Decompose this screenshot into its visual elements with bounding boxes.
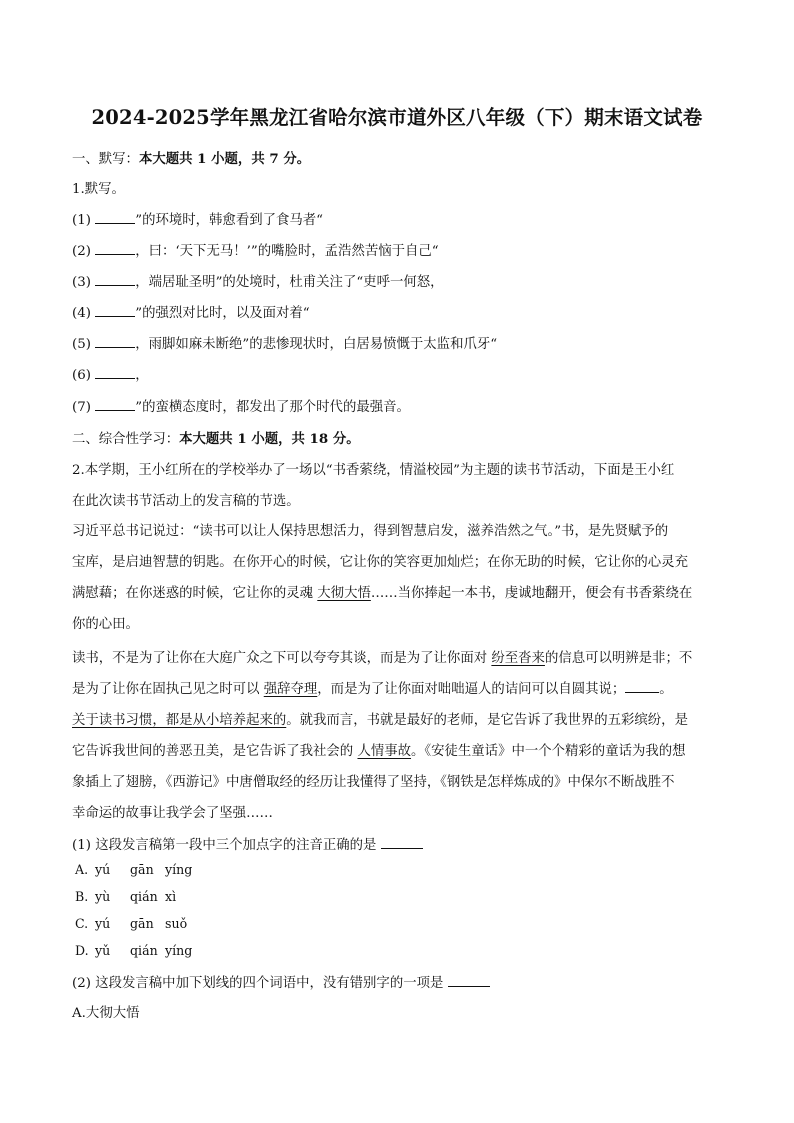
option-b[interactable] <box>75 889 176 904</box>
passage-line <box>72 613 139 632</box>
pinyin-value: gān <box>130 916 154 931</box>
passage-text: 的信息可以明辨是非；不 <box>544 651 693 666</box>
passage-line <box>72 551 688 570</box>
option-c[interactable] <box>75 916 187 931</box>
item-text: ，雨脚如麻未断绝”的悲惨现状时，白居易愤慨于太监和爪牙“ <box>135 337 498 352</box>
passage-text: 你的心田。 <box>72 617 139 632</box>
option-a[interactable] <box>75 862 192 877</box>
passage-line <box>72 647 692 666</box>
sub-question-1-stem: (1) 这段发言稿第一段中三个加点字的注音正确的是 <box>72 834 423 853</box>
item-number: (7) <box>72 400 96 415</box>
question-1-item <box>72 396 410 415</box>
pinyin-value: yíng <box>165 943 193 958</box>
underlined-phrase: 关于读书习惯，都是从小培养起来的 <box>72 713 287 728</box>
question-1-item <box>72 364 149 383</box>
passage-text: 。就我而言，书就是最好的老师，是它告诉了我世界的五彩缤纷，是 <box>286 713 688 728</box>
passage-text: 是为了让你在固执己见之时可以 <box>72 682 264 697</box>
question-1-item <box>72 209 323 228</box>
question-1-item <box>72 333 497 352</box>
passage-line <box>72 740 686 759</box>
item-text: ，端居耻圣明”的处境时，杜甫关注了“吏呼一何怒， <box>135 275 444 290</box>
pinyin-value: qián <box>130 889 158 904</box>
option-letter: D. <box>75 943 89 958</box>
sub-question-2-option-a[interactable]: A.大彻大悟 <box>72 1006 140 1021</box>
passage-text: 幸命运的故事让我学会了坚强…… <box>72 806 273 821</box>
passage-text: 。《安徒生童话》中一个个精彩的童话为我的想 <box>411 744 686 759</box>
sub-question-2-stem: (2) 这段发言稿中加下划线的四个词语中，没有错别字的一项是 <box>72 972 490 991</box>
item-text: ”的蛮横态度时，都发出了那个时代的最强音。 <box>135 400 410 415</box>
item-number: (2) <box>72 244 96 259</box>
passage-line <box>72 678 673 697</box>
fill-blank[interactable] <box>95 315 135 317</box>
item-text: ， <box>135 368 149 383</box>
item-text: ”的强烈对比时，以及面对着“ <box>135 306 310 321</box>
passage-line <box>72 771 675 790</box>
answer-blank[interactable] <box>381 847 423 849</box>
item-text: ”的环境时，韩愈看到了食马者“ <box>135 213 324 228</box>
passage-text: 。 <box>659 682 673 697</box>
option-letter: B. <box>75 889 89 904</box>
item-text: ，曰：‘天下无马！’”的嘴脸时，孟浩然苦恼于自己“ <box>135 244 439 259</box>
passage-line <box>72 709 688 728</box>
pinyin-value: yǔ <box>95 943 111 958</box>
passage-line <box>72 459 674 478</box>
passage-text: 在此次读书节活动上的发言稿的节选。 <box>72 494 300 509</box>
passage-line <box>72 802 273 821</box>
fill-blank[interactable] <box>95 409 135 411</box>
pinyin-value: yíng <box>165 862 193 877</box>
passage-text: 满慰藉；在你迷惑的时候，它让你的灵魂 <box>72 586 318 601</box>
question-1-item <box>72 302 310 321</box>
fill-blank[interactable] <box>95 284 135 286</box>
pinyin-value: qián <box>130 943 158 958</box>
pinyin-value: suǒ <box>165 916 188 931</box>
passage-text: 宝库，是启迪智慧的钥匙。在你开心的时候，它让你的笑容更加灿烂；在你无助的时候，它让你的心灵充 <box>72 555 688 570</box>
fill-blank[interactable] <box>95 222 135 224</box>
underlined-phrase: 人情事故 <box>357 744 412 759</box>
fill-blank[interactable] <box>625 691 659 693</box>
passage-line <box>72 490 300 509</box>
passage-text: 2.本学期，王小红所在的学校举办了一场以“书香萦绕，情溢校园”为主题的读书节活动，下面是王小红 <box>72 463 675 478</box>
passage-text: 象插上了翅膀，《西游记》中唐僧取经的经历让我懂得了坚持，《钢铁是怎样炼成的》中保尔不断战胜不 <box>72 775 675 790</box>
passage-text: ……当你捧起一本书，虔诚地翻开，便会有书香萦绕在 <box>370 586 693 601</box>
pinyin-value: xì <box>165 889 177 904</box>
underlined-phrase: 大彻大悟 <box>317 586 371 601</box>
section-1-heading: 一、默写：本大题共 1 小题，共 7 分。 <box>72 151 311 167</box>
fill-blank[interactable] <box>95 346 135 348</box>
item-number: (4) <box>72 306 96 321</box>
item-number: (6) <box>72 368 96 383</box>
pinyin-value: yú <box>95 916 111 931</box>
section-2-heading: 二、综合性学习：本大题共 1 小题，共 18 分。 <box>72 431 360 447</box>
pinyin-value: yú <box>95 862 111 877</box>
item-number: (5) <box>72 337 96 352</box>
pinyin-value: gān <box>130 862 154 877</box>
fill-blank[interactable] <box>95 377 135 379</box>
answer-blank[interactable] <box>448 985 490 987</box>
option-d[interactable] <box>75 943 192 958</box>
question-1-stem: 1.默写。 <box>72 182 125 197</box>
option-letter: A. <box>75 862 89 877</box>
question-1-item <box>72 240 439 259</box>
item-number: (1) <box>72 213 96 228</box>
passage-text: ，而是为了让你面对咄咄逼人的诘问可以自圆其说； <box>317 682 626 697</box>
underlined-phrase: 纷至沓来 <box>491 651 545 666</box>
question-1-item <box>72 271 444 290</box>
fill-blank[interactable] <box>95 253 135 255</box>
passage-text: 读书，不是为了让你在大庭广众之下可以夸夸其谈，而是为了让你面对 <box>72 651 492 666</box>
option-letter: C. <box>75 916 89 931</box>
passage-text: 习近平总书记说过：“读书可以让人保持思想活力，得到智慧启发，滋养浩然之气。”书，是先贤赋予的 <box>72 524 669 539</box>
underlined-phrase: 强辞夺理 <box>263 682 318 697</box>
passage-text: 它告诉我世间的善恶丑美，是它告诉了我社会的 <box>72 744 358 759</box>
item-number: (3) <box>72 275 96 290</box>
page-title: 2024-2025学年黑龙江省哈尔滨市道外区八年级（下）期末语文试卷 <box>91 106 703 129</box>
passage-line <box>72 520 668 539</box>
pinyin-value: yù <box>95 889 111 904</box>
passage-line <box>72 582 692 601</box>
